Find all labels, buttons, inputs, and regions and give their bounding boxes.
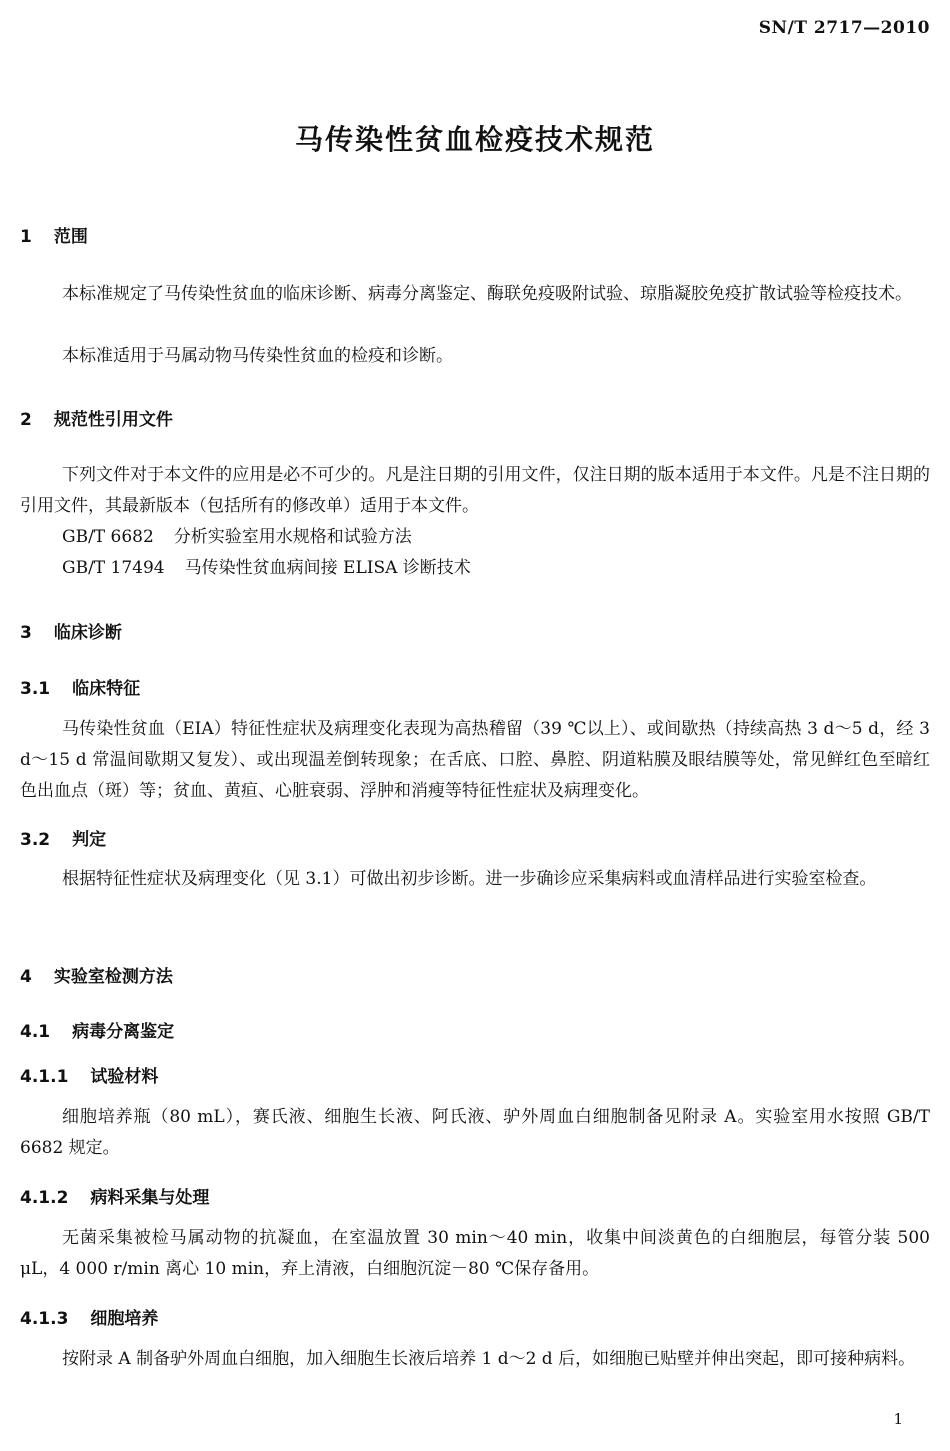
section-number: 3.2 [20,830,51,850]
section-number: 4.1.3 [20,1309,69,1329]
page-number: 1 [893,1410,903,1428]
section-number: 1 [20,227,32,247]
section-3-2-heading [20,825,106,850]
section-3-2-paragraph: 根据特征性症状及病理变化（见 3.1）可做出初步诊断。进一步确诊应采集病料或血清样品进行实验室检查。 [62,869,877,889]
section-4-1-3-heading [20,1304,158,1329]
reference-title: 马传染性贫血病间接 ELISA 诊断技术 [184,558,471,578]
reference-item [62,522,412,553]
section-title: 病毒分离鉴定 [72,1022,175,1042]
section-title: 规范性引用文件 [53,410,173,430]
reference-title: 分析实验室用水规格和试验方法 [173,527,412,547]
section-4-1-3-paragraph: 按附录 A 制备驴外周血白细胞，加入细胞生长液后培养 1 d～2 d 后，如细胞已贴壁并伸出突起，即可接种病料。 [62,1349,916,1369]
section-title: 判定 [72,830,107,850]
section-3-1-paragraph: 马传染性贫血（EIA）特征性症状及病理变化表现为高热稽留（39 ℃以上）、或间歇热（持续高热 3 d～5 d，经 3 d～15 d 常温间歇期又复发）、或出现温差倒转现象；在舌底、口腔、鼻腔、阴道粘膜及眼结膜等处，常见鲜红色至暗红色出血点（斑）等；贫血、黄疸、心脏衰弱、浮肿和消瘦等特征性症状及病理变化。 [20,719,930,801]
section-title: 细胞培养 [90,1309,159,1329]
section-1-heading [20,222,88,247]
section-2-paragraph: 下列文件对于本文件的应用是必不可少的。凡是注日期的引用文件，仅注日期的版本适用于本文件。凡是不注日期的引用文件，其最新版本（包括所有的修改单）适用于本文件。 [20,465,930,516]
section-4-1-heading [20,1017,174,1042]
section-number: 3 [20,623,32,643]
section-3-1-heading [20,674,140,699]
section-number: 4.1 [20,1022,51,1042]
section-4-1-1-heading [20,1062,158,1087]
reference-item [62,553,471,584]
reference-code: GB/T 17494 [62,558,165,578]
section-title: 范围 [53,227,88,247]
standard-code: SN/T 2717—2010 [758,18,930,38]
section-number: 4 [20,967,32,987]
section-number: 3.1 [20,679,51,699]
section-title: 试验材料 [90,1067,159,1087]
section-4-1-2-paragraph: 无菌采集被检马属动物的抗凝血，在室温放置 30 min～40 min，收集中间淡黄色的白细胞层，每管分装 500 μL，4 000 r/min 离心 10 min，弃上清液，白细胞沉淀－80 ℃保存备用。 [20,1228,930,1279]
section-title: 病料采集与处理 [90,1188,210,1208]
section-4-1-1-paragraph: 细胞培养瓶（80 mL），赛氏液、细胞生长液、阿氏液、驴外周血白细胞制备见附录 A。实验室用水按照 GB/T 6682 规定。 [20,1107,930,1158]
section-number: 4.1.2 [20,1188,69,1208]
section-2-heading [20,405,173,430]
section-title: 临床特征 [72,679,141,699]
section-4-heading [20,962,173,987]
section-number: 4.1.1 [20,1067,69,1087]
reference-code: GB/T 6682 [62,527,154,547]
section-title: 实验室检测方法 [53,967,173,987]
section-1-paragraph-2: 本标准适用于马属动物马传染性贫血的检疫和诊断。 [62,346,453,366]
section-4-1-2-heading [20,1183,209,1208]
section-number: 2 [20,410,32,430]
section-title: 临床诊断 [53,623,122,643]
document-title: 马传染性贫血检疫技术规范 [294,123,655,156]
section-1-paragraph-1: 本标准规定了马传染性贫血的临床诊断、病毒分离鉴定、酶联免疫吸附试验、琼脂凝胶免疫扩散试验等检疫技术。 [62,284,912,304]
section-3-heading [20,618,122,643]
